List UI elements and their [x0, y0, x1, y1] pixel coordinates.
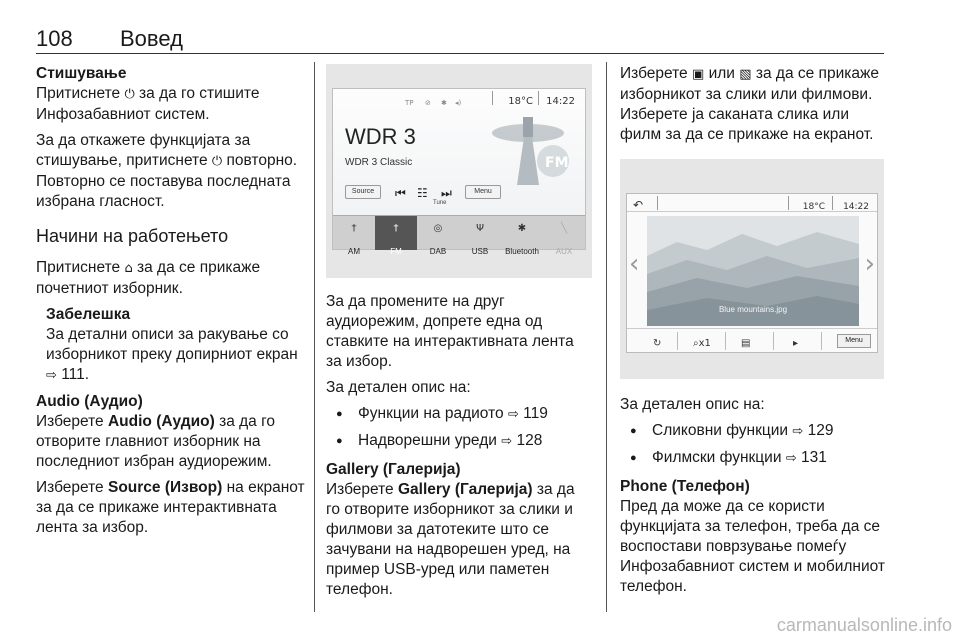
- page-header: [36, 24, 884, 54]
- page-reference-icon: ⇨: [507, 407, 519, 422]
- operation-paragraph: [36, 258, 306, 299]
- source-bluetooth[interactable]: [501, 216, 543, 256]
- list-item-page: 119: [518, 405, 548, 422]
- source-am-label: AM: [348, 247, 360, 256]
- detail-list: [326, 404, 592, 452]
- phone-paragraph: Пред да може да се користи функцијата за телефон, треба да се воспостави поврзување помеѓу Инфозабавниот систем и мобилниот телефон.: [620, 498, 885, 595]
- gallery-image: [647, 216, 859, 326]
- station-name: WDR 3: [345, 124, 416, 149]
- picture-icon: ▣: [691, 67, 705, 82]
- gallery-p-text-end: за да го отворите изборникот за слики и филмови за датотеките што се зачувани на надворешен уред, на пример USB-уред или паметен телефон.: [326, 481, 575, 598]
- mute-paragraph-2: [36, 131, 306, 212]
- previous-station-icon[interactable]: ⏮: [395, 186, 406, 200]
- tune-label: Tune: [433, 200, 447, 206]
- aux-icon: ╲: [560, 223, 568, 234]
- next-station-icon[interactable]: ⏭: [441, 186, 452, 200]
- source-dab[interactable]: [417, 216, 459, 256]
- fm-art-label: FM: [545, 155, 569, 171]
- radio-tower-illustration: [483, 115, 573, 185]
- temperature: 18°C: [802, 202, 825, 212]
- list-item: [620, 448, 892, 469]
- phone-heading: Phone (Телефон): [620, 478, 750, 495]
- status-bar: [333, 89, 585, 107]
- change-mode-paragraph: За да промените на друг аудиорежим, допрете една од ставките на интерактивната лента за избор.: [326, 293, 574, 370]
- gallery-button-label: Gallery (Галерија): [397, 481, 533, 498]
- op-p1-text: Притиснете: [36, 259, 125, 276]
- mute-p2-text-end: повторно. Повторно се поставува последната избрана гласност.: [36, 152, 298, 210]
- source-aux-label: AUX: [555, 247, 573, 256]
- source-usb-label: USB: [471, 247, 489, 256]
- gallery-screenshot: [620, 159, 884, 379]
- source-usb[interactable]: [459, 216, 501, 256]
- source-am[interactable]: [333, 216, 375, 256]
- mute-heading: Стишување: [36, 65, 127, 82]
- movie-icon: ▧: [739, 67, 752, 82]
- list-item-page: 129: [803, 422, 834, 439]
- radio-screenshot: [326, 64, 592, 278]
- list-item-text: Функции на радиото: [358, 405, 508, 422]
- source-p-text-end: на екранот за да се прикаже интерактивната лента за избор.: [36, 479, 305, 536]
- note-title: Забелешка: [46, 306, 131, 323]
- clock: 14:22: [546, 96, 575, 107]
- gallery-bottom-bar: [627, 328, 877, 352]
- source-bluetooth-label: Bluetooth: [505, 247, 539, 256]
- column-2: [326, 64, 592, 606]
- column-3: [620, 64, 892, 603]
- tune-icon[interactable]: ☷: [417, 186, 428, 200]
- audio-p-text: Изберете: [36, 413, 108, 430]
- source-paragraph: [36, 478, 306, 538]
- home-icon: ⌂: [124, 261, 133, 276]
- detail-label: За детален опис на:: [326, 379, 471, 396]
- source-button-label: Source (Извор): [107, 479, 223, 496]
- previous-image-arrow-icon[interactable]: ‹: [629, 249, 640, 279]
- radio-display: [332, 88, 586, 256]
- mute-p1-text: Притиснете: [36, 85, 125, 102]
- audio-paragraph: [36, 412, 306, 472]
- gallery-p-text: Изберете: [326, 481, 398, 498]
- detail-list: [620, 421, 892, 469]
- menu-button[interactable]: Menu: [837, 334, 871, 348]
- next-image-arrow-icon[interactable]: ›: [864, 249, 875, 279]
- list-item-text: Надворешни уреди: [358, 432, 502, 449]
- zoom-icon[interactable]: ⌕x1: [693, 338, 711, 349]
- antenna-icon: †: [351, 223, 357, 234]
- source-aux[interactable]: [543, 216, 585, 256]
- page-reference-icon: ⇨: [785, 451, 797, 466]
- source-button[interactable]: Source: [345, 185, 381, 199]
- power-icon: ⏻: [124, 87, 135, 102]
- tp-icon: TP: [405, 99, 414, 107]
- gallery-paragraph: [326, 480, 592, 600]
- volume-icon: ◂): [455, 99, 462, 107]
- mute-p1-text-end: за да го стишите Инфозабавниот систем.: [36, 85, 260, 123]
- antenna-icon: †: [393, 223, 399, 234]
- slideshow-icon[interactable]: ▤: [741, 338, 751, 349]
- page-reference-icon: ⇨: [46, 368, 57, 383]
- note-ref-page: 111.: [56, 366, 90, 383]
- note-text: [46, 325, 306, 386]
- page-reference-icon: ⇨: [792, 424, 804, 439]
- image-caption: Blue mountains.jpg: [718, 305, 788, 314]
- audio-heading: Audio (Аудио): [36, 393, 143, 410]
- power-icon: ⏻: [211, 154, 223, 169]
- media-p-text-mid: или: [704, 65, 740, 82]
- dab-icon: ◎: [433, 223, 443, 234]
- no-entry-icon: ⊘: [425, 99, 431, 107]
- play-icon[interactable]: ▸: [793, 338, 799, 349]
- watermark: carmanualsonline.info: [776, 615, 952, 635]
- rotate-icon[interactable]: ↻: [653, 338, 662, 349]
- clock: 14:22: [843, 202, 869, 212]
- source-selection-bar: [333, 215, 585, 256]
- note-block: [36, 305, 306, 386]
- column-divider-2: [606, 62, 607, 612]
- column-divider-1: [314, 62, 315, 612]
- list-item: [326, 431, 592, 452]
- column-1: [36, 64, 306, 544]
- source-fm-label: FM: [390, 247, 402, 256]
- page-reference-icon: ⇨: [501, 434, 513, 449]
- section-title: Вовед: [120, 26, 183, 51]
- operation-modes-heading: Начини на работењето: [36, 226, 229, 246]
- list-item-text: Сликовни функции: [652, 422, 793, 439]
- page-number: 108: [36, 26, 73, 51]
- list-item: [326, 404, 592, 425]
- station-subtitle: WDR 3 Classic: [345, 157, 413, 168]
- list-item-text: Филмски функции: [652, 449, 786, 466]
- media-p-text-end: за да се прикаже изборникот за слики или филмови. Изберете ја саканата слика или филм за да се прикаже на екранот.: [620, 65, 879, 143]
- usb-icon: Ψ: [476, 223, 484, 234]
- list-item: [620, 421, 892, 442]
- bluetooth-icon: ✱: [441, 99, 447, 107]
- temperature: 18°C: [508, 96, 533, 107]
- menu-button[interactable]: Menu: [465, 185, 501, 199]
- mute-p2-text: За да откажете функцијата за стишување, притиснете: [36, 132, 251, 169]
- bluetooth-icon: ✱: [517, 223, 527, 234]
- source-fm[interactable]: [375, 216, 417, 256]
- mute-paragraph-1: [36, 84, 306, 125]
- source-p-text: Изберете: [36, 479, 108, 496]
- note-text-body: За детални описи за ракување со изборникот преку допирниот екран: [46, 326, 298, 363]
- detail-label: За детален опис на:: [620, 396, 765, 413]
- gallery-display: [626, 193, 878, 353]
- list-item-page: 131: [796, 449, 827, 466]
- back-icon[interactable]: ↶: [633, 198, 644, 212]
- audio-p-text-end: за да го отворите главниот изборник на последниот избран аудиорежим.: [36, 413, 276, 470]
- select-media-paragraph: [620, 64, 892, 145]
- op-p1-text-end: за да се прикаже почетниот изборник.: [36, 259, 261, 297]
- audio-button-label: Audio (Аудио): [107, 413, 215, 430]
- source-dab-label: DAB: [429, 247, 447, 256]
- media-p-text: Изберете: [620, 65, 692, 82]
- gallery-top-bar: [627, 194, 877, 212]
- gallery-heading: Gallery (Галерија): [326, 461, 461, 478]
- list-item-page: 128: [512, 432, 543, 449]
